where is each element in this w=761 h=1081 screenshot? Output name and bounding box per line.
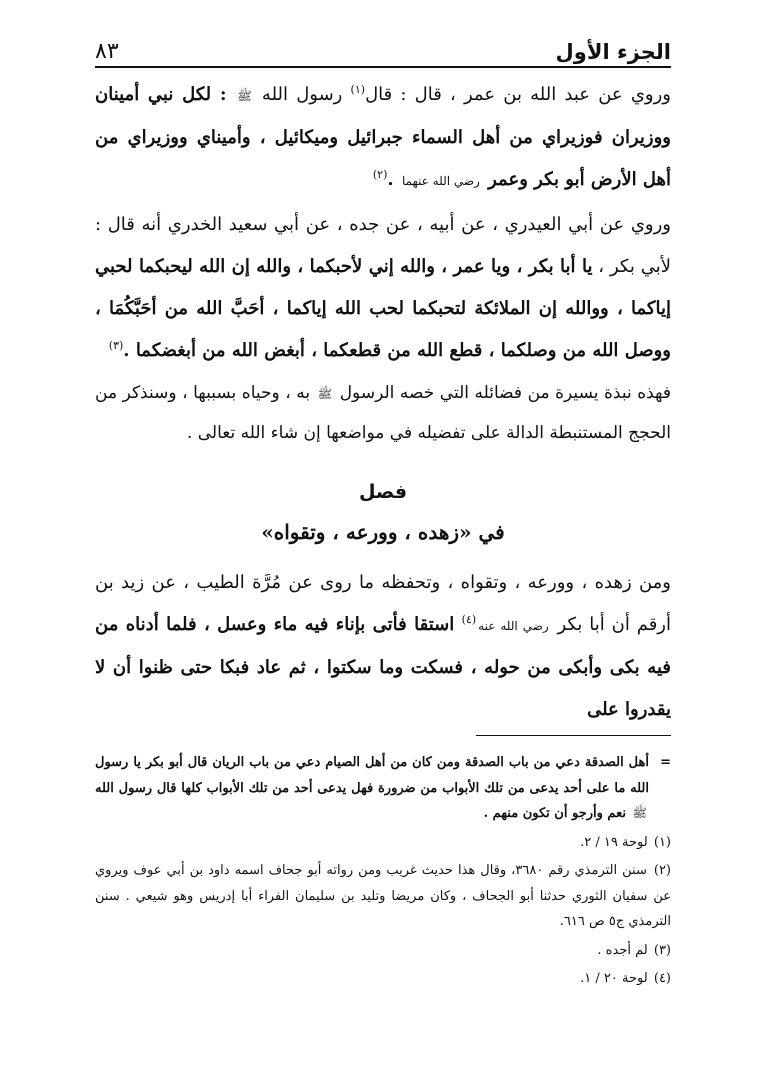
hadith-quote: يا أبا بكر ، ويا عمر ، والله إني لأحبكما ، والله إن الله ليحبكما لحبي إياكما ، ووالله إن الملائكة لتحبكما لحب الله إياكما ، أحَبَّ الله من أحَبَّكُمَا ، ووصل الله من وصلكما ، قطع الله من قطعكما ، أبغض الله من أبغضكما . [95,256,671,361]
footnote-3 [95,938,671,964]
page-number: ٨٣ [95,39,119,64]
main-text [95,74,671,731]
footnote-ref-3: (٣) [108,339,124,352]
salawat-glyph: ﷺ [317,387,333,401]
quote-end: . [387,169,400,190]
header-divider [95,66,671,68]
footnote-divider [476,735,671,736]
footnote-text: لوحة ٢٠ / ١. [580,971,648,986]
footnote-text: سنن الترمذي رقم ٣٦٨٠، وقال هذا حديث غريب ومن رواته أبو جحاف اسمه داود بن أبي عوف ويروي عن سفيان الثوري حدثنا أبو الجحاف ، وكان مريضا وتليد بن سليمان الفراء أبا إدريس وهو شيعي . سنن الترمذي ج٥ ص ٦١٦. [95,863,671,929]
narration-intro: ومن زهده ، وورعه ، وتقواه ، وتحفظه ما روى عن مُرَّة الطيب ، عن زيد بن أرقم أن أبا بكر [95,572,671,635]
hadith-quote: استقا فأتى بإناء فيه ماء وعسل ، فلما أدناه من فيه بكى وأبكى من حوله ، فسكت وما سكتوا ، ثم عاد فبكا حتى ظنوا أن لا يقدروا على [95,614,671,720]
paragraph-summary [95,374,671,452]
summary-end: به ، وحياه بسببها ، وسنذكر من الحجج المستنبطة الدالة على تفضيله في مواضعها إن شاء الله تعالى . [95,383,671,443]
section-subheading: في «زهده ، وورعه ، وتقواه» [261,520,505,544]
narration-intro: وروي عن أبي العيدري ، عن أبيه ، عن جده ، عن أبي سعيد الخدري أنه قال : لأبي بكر ، [95,214,671,277]
section-heading: فصل [358,481,408,503]
footnote-number: (١) [653,834,671,850]
footnotes-section [95,750,671,992]
paragraph-abu-said [95,204,671,372]
continuation-text: أهل الصدقة دعي من باب الصدقة ومن كان من أهل الصيام دعي من باب الريان قال أبو بكر يا رسول الله ما على أحد يدعى من تلك الأبواب من ضرورة فهل يدعى أحد من تلك الأبواب كلها قال رسول الله ﷺ نعم وأرجو أن تكون منهم . [95,755,649,821]
running-title: الجزء الأول [555,40,671,64]
narration-mid: رسول الله [253,84,351,105]
footnote-ref-2: (٢) [372,168,388,181]
footnote-1 [95,830,671,856]
salawat-glyph: ﷺ [237,89,252,103]
footnote-text: لوحة ١٩ / ٢. [580,834,648,850]
footnote-ref-1: (١) [350,83,366,96]
summary-start: فهذه نبذة يسيرة من فضائله التي خصه الرسول [334,383,672,403]
paragraph-zuhd [95,562,671,731]
salawat-glyph: ﷺ [632,806,647,820]
footnote-2 [95,858,671,935]
footnote-text: لم أجده . [597,942,648,958]
radiya-glyph: رضي الله عنه [478,619,549,633]
page-header [95,28,671,64]
footnote-number: (٣) [653,942,671,958]
paragraph-ibn-umar [95,74,671,202]
footnote-ref-4: (٤) [461,613,477,626]
footnote-number: (٢) [653,863,671,878]
hadith-quote: : لكل نبي أمينان ووزيران فوزيراي من أهل السماء جبرائيل وميكائيل ، وأميناي ووزيراي من أهل الأرض أبو بكر وعمر [95,84,671,190]
narration-intro: وروي عن عبد الله بن عمر ، قال : قال [365,84,671,105]
footnote-continuation [95,750,671,827]
footnote-number: (٤) [653,971,671,986]
footnote-4 [95,966,671,992]
continuation-mark: = [660,755,671,770]
radiya-glyph: رضي الله عنهما [401,174,480,188]
